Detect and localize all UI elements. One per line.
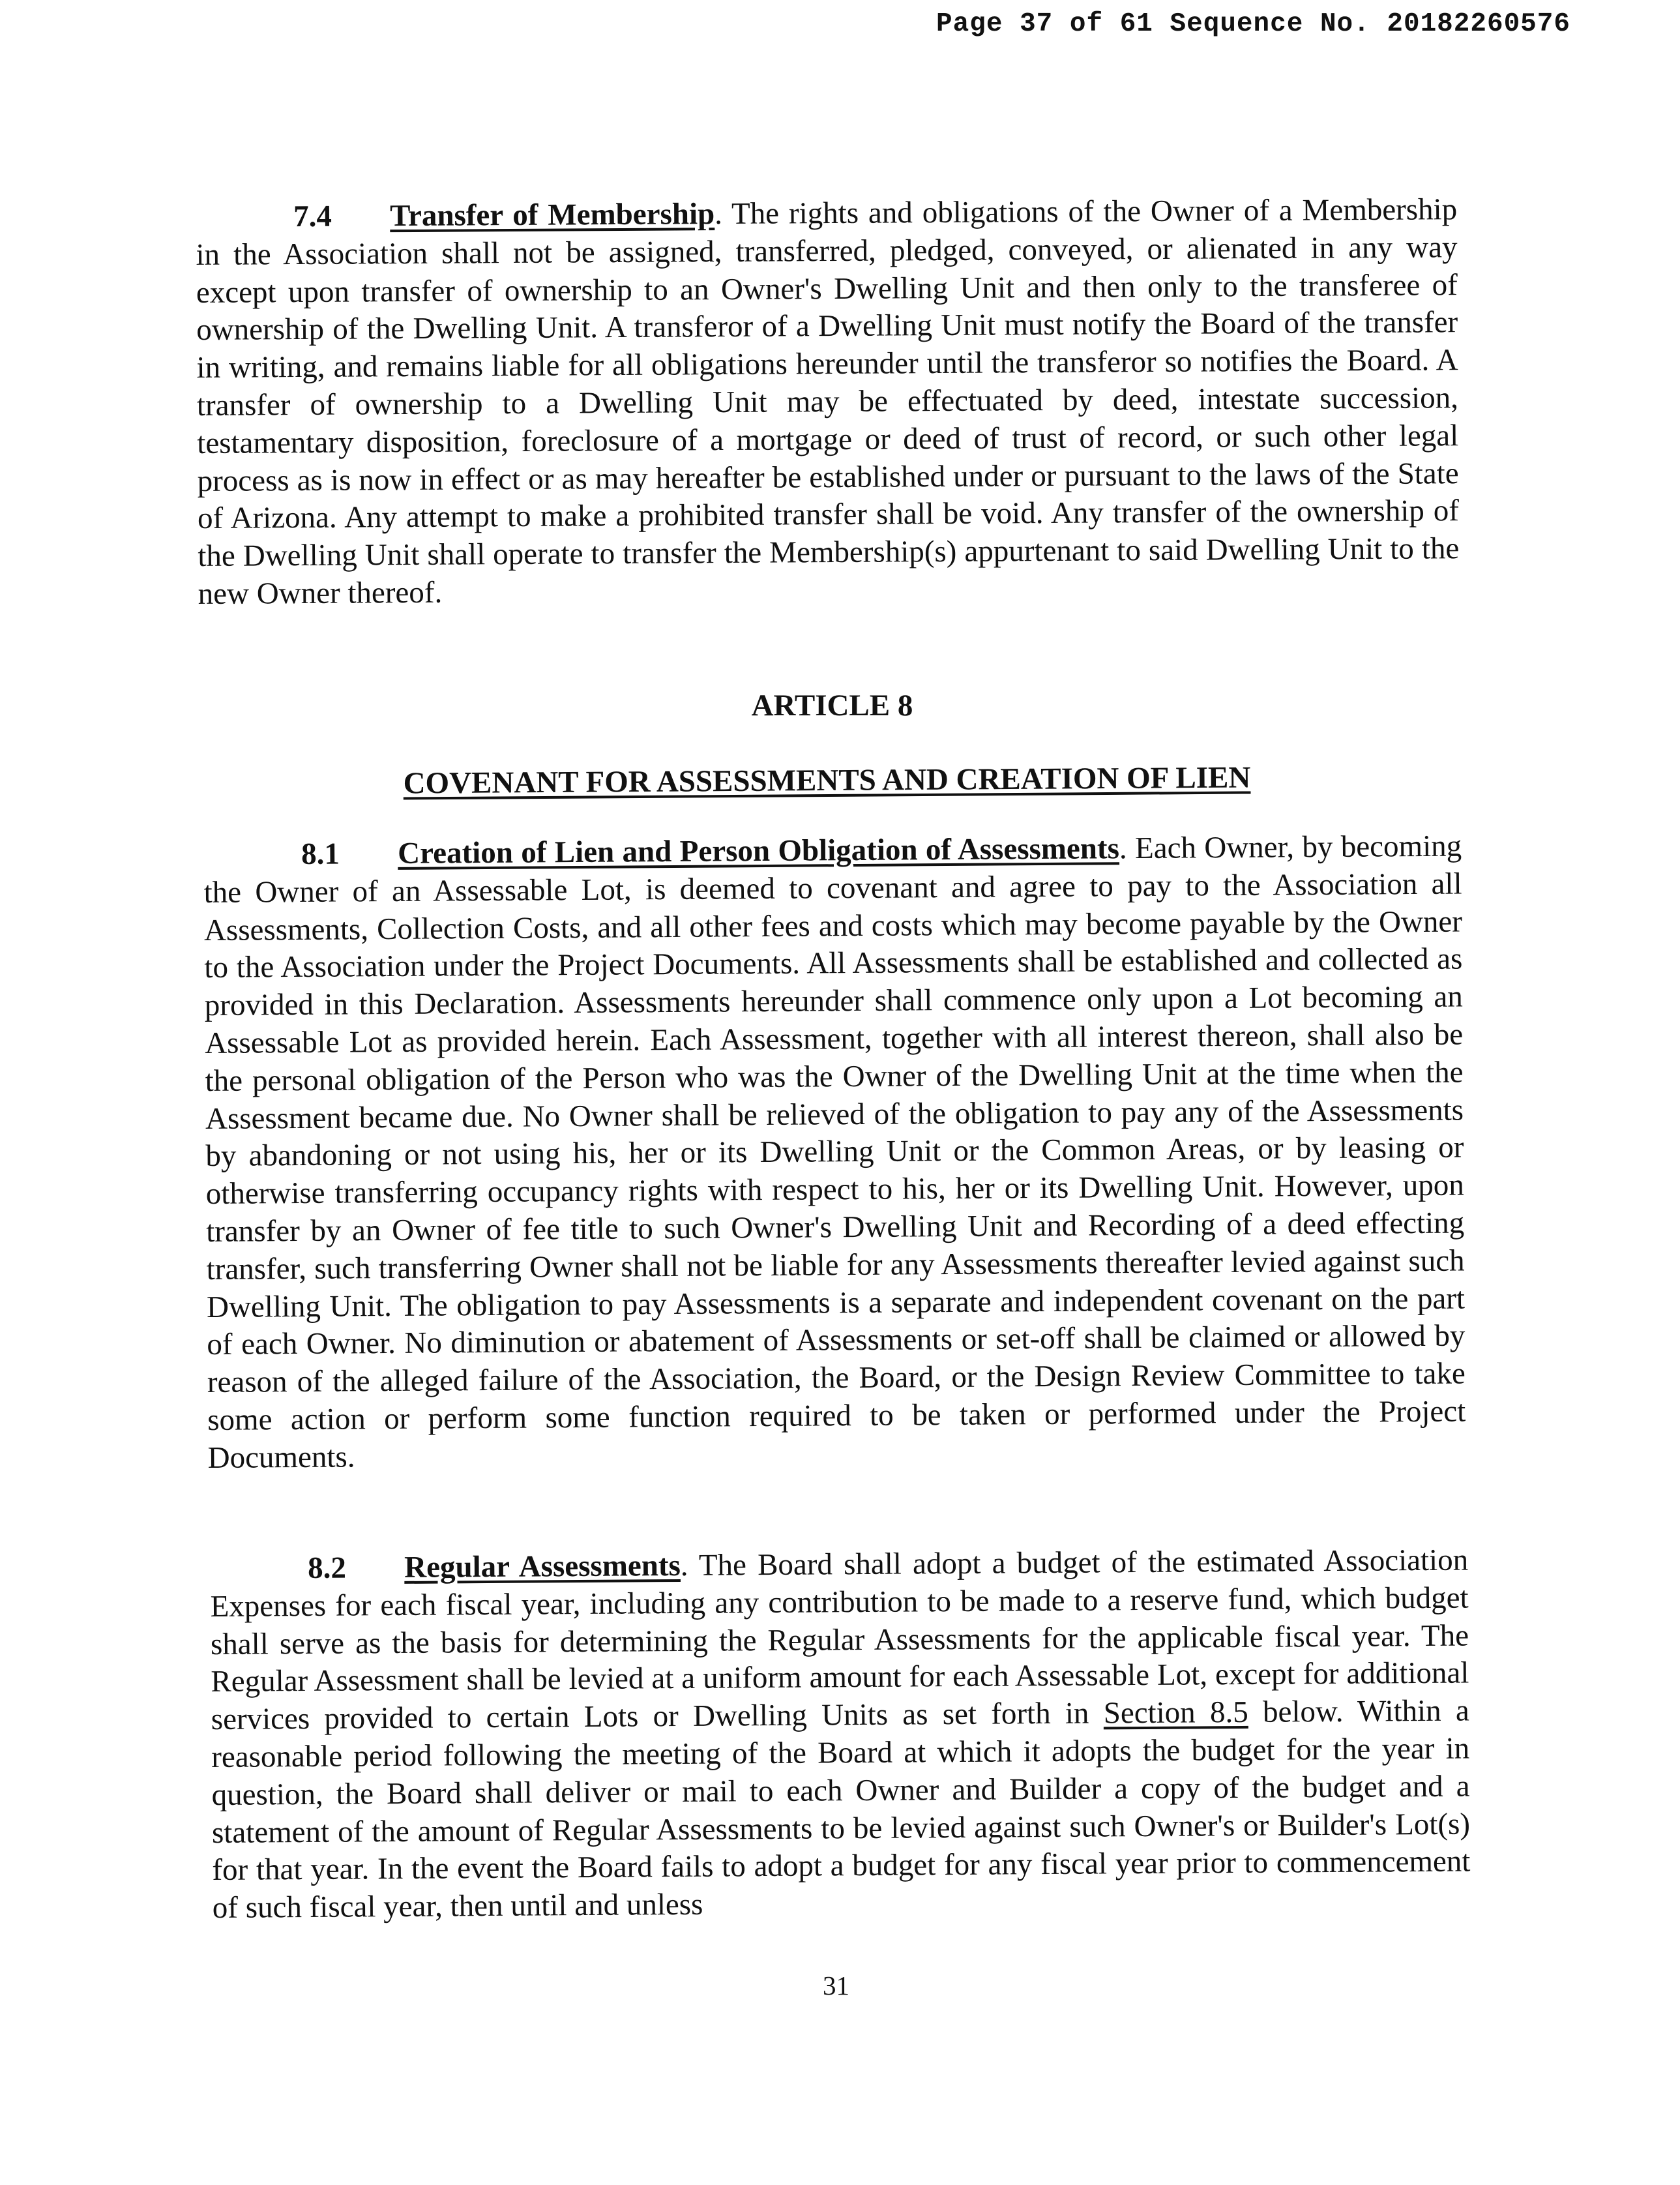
section-title-punct: . [715,197,723,231]
section-number: 8.1 [301,837,340,871]
section-body: Each Owner, by becoming the Owner of an Assessable Lot, is deemed to covenant and agree to pay to the Association all Assessments, Collection Costs, and all other fees and costs which may become payable by the Owner to the Association under the Project Documents. All Assessments shall be established and collected as provided in this Declaration. Assessments hereunder shall commence only upon a Lot becoming an Assessable Lot as provided herein. Each Assessment, together with all interest thereon, shall also be the personal obligation of the Person who was the Owner of the Dwelling Unit at the time when the Assessment became due. No Owner shall be relieved of the obligation to pay any of the Assessments by abandoning or not using his, her or its Dwelling Unit or the Common Areas, or by leasing or otherwise transferring occupancy rights with respect to his, her or its Dwelling Unit. However, upon transfer by an Owner of fee title to such Owner's Dwelling Unit and Recording of a deed effecting transfer, such transferring Owner shall not be liable for any Assessments thereafter levied against such Dwelling Unit. The obligation to pay Assessments is a separate and independent covenant on the part of each Owner. No diminution or abatement of Assessments or set-off shall be claimed or allowed by reason of the alleged failure of the Association, the Board, or the Design Review Committee to take some action or perform some function required to be taken or performed under the Project Documents. [203,829,1466,1475]
section-cross-reference: Section 8.5 [1103,1695,1248,1731]
section-title-punct: . [1119,831,1127,866]
section-title: Transfer of Membership [390,197,715,233]
page-sequence-header: Page 37 of 61 Sequence No. 20182260576 [936,9,1570,39]
section-8-2-paragraph [210,1542,1471,1927]
section-7-4-paragraph [196,191,1460,614]
article-title: COVENANT FOR ASSESSMENTS AND CREATION OF LIEN [403,760,1251,801]
section-title-punct: . [680,1548,688,1583]
section-body-part-1: The Board shall adopt a budget of the estimated Association Expenses for each fiscal year, including any contribution to be made to a reserve fund, which budget shall serve as the basis for determining the Regular Assessments for the applicable fiscal year. The Regular Assessment shall be levied at a uniform amount for each Assessable Lot, except for additional services provided to certain Lots or Dwelling Units as set forth in [210,1543,1469,1737]
section-title: Creation of Lien and Person Obligation of Assessments [398,831,1120,870]
section-number: 8.2 [308,1551,347,1585]
section-number: 7.4 [293,199,332,234]
section-body-part-2: below. Within a reasonable period following the meeting of the Board at which it adopts the budget for the year in question, the Board shall deliver or mail to each Owner and Builder a copy of the budget and a statement of the amount of Regular Assessments to be levied against such Owner's or Builder's Lot(s) for that year. In the event the Board fails to adopt a budget for any fiscal year prior to commencement of such fiscal year, then until and unless [211,1693,1471,1925]
article-heading: ARTICLE 8 [751,689,913,722]
section-body: The rights and obligations of the Owner of a Membership in the Association shall not be assigned, transferred, pledged, conveyed, or alienated in any way except upon transfer of ownership to an Owner's Dwelling Unit and then only to the transferee of ownership of the Dwelling Unit. A transferor of a Dwelling Unit must notify the Board of the transfer in writing, and remains liable for all obligations hereunder until the transferor so notifies the Board. A transfer of ownership to a Dwelling Unit may be effectuated by deed, intestate succession, testamentary disposition, foreclosure of a mortgage or deed of trust of record, or such other legal process as is now in effect or as may hereafter be established under or pursuant to the laws of the State of Arizona. Any attempt to make a prohibited transfer shall be void. Any transfer of the ownership of the Dwelling Unit shall operate to transfer the Membership(s) appurtenant to said Dwelling Unit to the new Owner thereof. [196,192,1460,611]
section-title: Regular Assessments [404,1548,681,1584]
section-8-1-paragraph [203,828,1466,1478]
page-number: 31 [823,1970,849,2000]
